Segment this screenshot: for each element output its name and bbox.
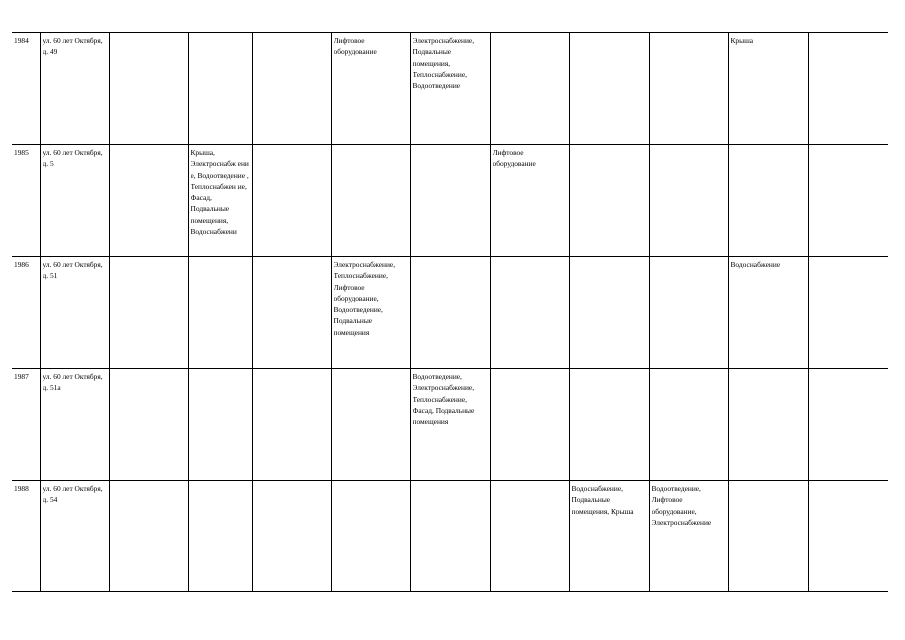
table-cell: Лифтовое оборудование — [331, 33, 410, 145]
table-cell: Водоснабжение — [728, 257, 808, 369]
table-cell: Лифтовое оборудование — [490, 145, 569, 257]
table-cell — [569, 33, 649, 145]
table-cell — [109, 145, 188, 257]
row-number: 1987 — [12, 369, 40, 481]
table-cell: Электроснабжение, Теплоснабжение, Лифтовое оборудование, Водоотведение, Подвальные помещения — [331, 257, 410, 369]
table-row — [12, 481, 888, 592]
table-cell — [649, 33, 728, 145]
table-cell — [109, 257, 188, 369]
table-cell — [331, 369, 410, 481]
table-cell — [649, 369, 728, 481]
table-cell — [252, 257, 331, 369]
table-cell — [490, 369, 569, 481]
table-cell — [252, 481, 331, 592]
table-cell — [649, 257, 728, 369]
table-cell: Водоотведение, Лифтовое оборудование, Электроснабжение — [649, 481, 728, 592]
table-cell: Водоснабжение, Подвальные помещения, Крыша — [569, 481, 649, 592]
table-cell — [188, 369, 252, 481]
table-cell: Водоотведение, Электроснабжение, Теплоснабжение, Фасад, Подвальные помещения — [410, 369, 490, 481]
table-row — [12, 369, 888, 481]
table-cell: Электроснабжение, Подвальные помещения, Теплоснабжение, Водоотведение — [410, 33, 490, 145]
address-cell: ул. 60 лет Октября, д. 51 — [40, 257, 109, 369]
table-cell — [728, 145, 808, 257]
row-number: 1986 — [12, 257, 40, 369]
table-cell — [490, 257, 569, 369]
table-cell — [252, 145, 331, 257]
table-cell — [490, 33, 569, 145]
table-cell — [728, 369, 808, 481]
repair-schedule-table — [12, 32, 888, 592]
table-cell — [808, 33, 888, 145]
table-cell — [808, 481, 888, 592]
table-cell — [569, 145, 649, 257]
row-number: 1984 — [12, 33, 40, 145]
table-cell — [808, 145, 888, 257]
row-number: 1988 — [12, 481, 40, 592]
table-row — [12, 145, 888, 257]
table-cell — [728, 481, 808, 592]
table-cell — [331, 145, 410, 257]
table-cell — [410, 481, 490, 592]
table-cell — [331, 481, 410, 592]
table-cell: Крыша, Электроснабж ени е, Водоотведение , Теплоснабжен ие, Фасад, Подвальные помещения, Водоснабжени — [188, 145, 252, 257]
address-cell: ул. 60 лет Октября, д. 49 — [40, 33, 109, 145]
table-cell — [109, 481, 188, 592]
table-cell — [410, 145, 490, 257]
table-cell — [109, 33, 188, 145]
table-row — [12, 257, 888, 369]
table-cell: Крыша — [728, 33, 808, 145]
table-body — [12, 33, 888, 592]
table-cell — [410, 257, 490, 369]
row-number: 1985 — [12, 145, 40, 257]
table-cell — [808, 369, 888, 481]
table-cell — [252, 33, 331, 145]
address-cell: ул. 60 лет Октября, д. 54 — [40, 481, 109, 592]
table-cell — [252, 369, 331, 481]
table-cell — [490, 481, 569, 592]
table-cell — [569, 257, 649, 369]
address-cell: ул. 60 лет Октября, д. 51а — [40, 369, 109, 481]
table-row — [12, 33, 888, 145]
address-cell: ул. 60 лет Октября, д. 5 — [40, 145, 109, 257]
table-cell — [188, 481, 252, 592]
table-cell — [188, 33, 252, 145]
table-cell — [569, 369, 649, 481]
table-cell — [649, 145, 728, 257]
table-cell — [188, 257, 252, 369]
table-cell — [808, 257, 888, 369]
table-cell — [109, 369, 188, 481]
